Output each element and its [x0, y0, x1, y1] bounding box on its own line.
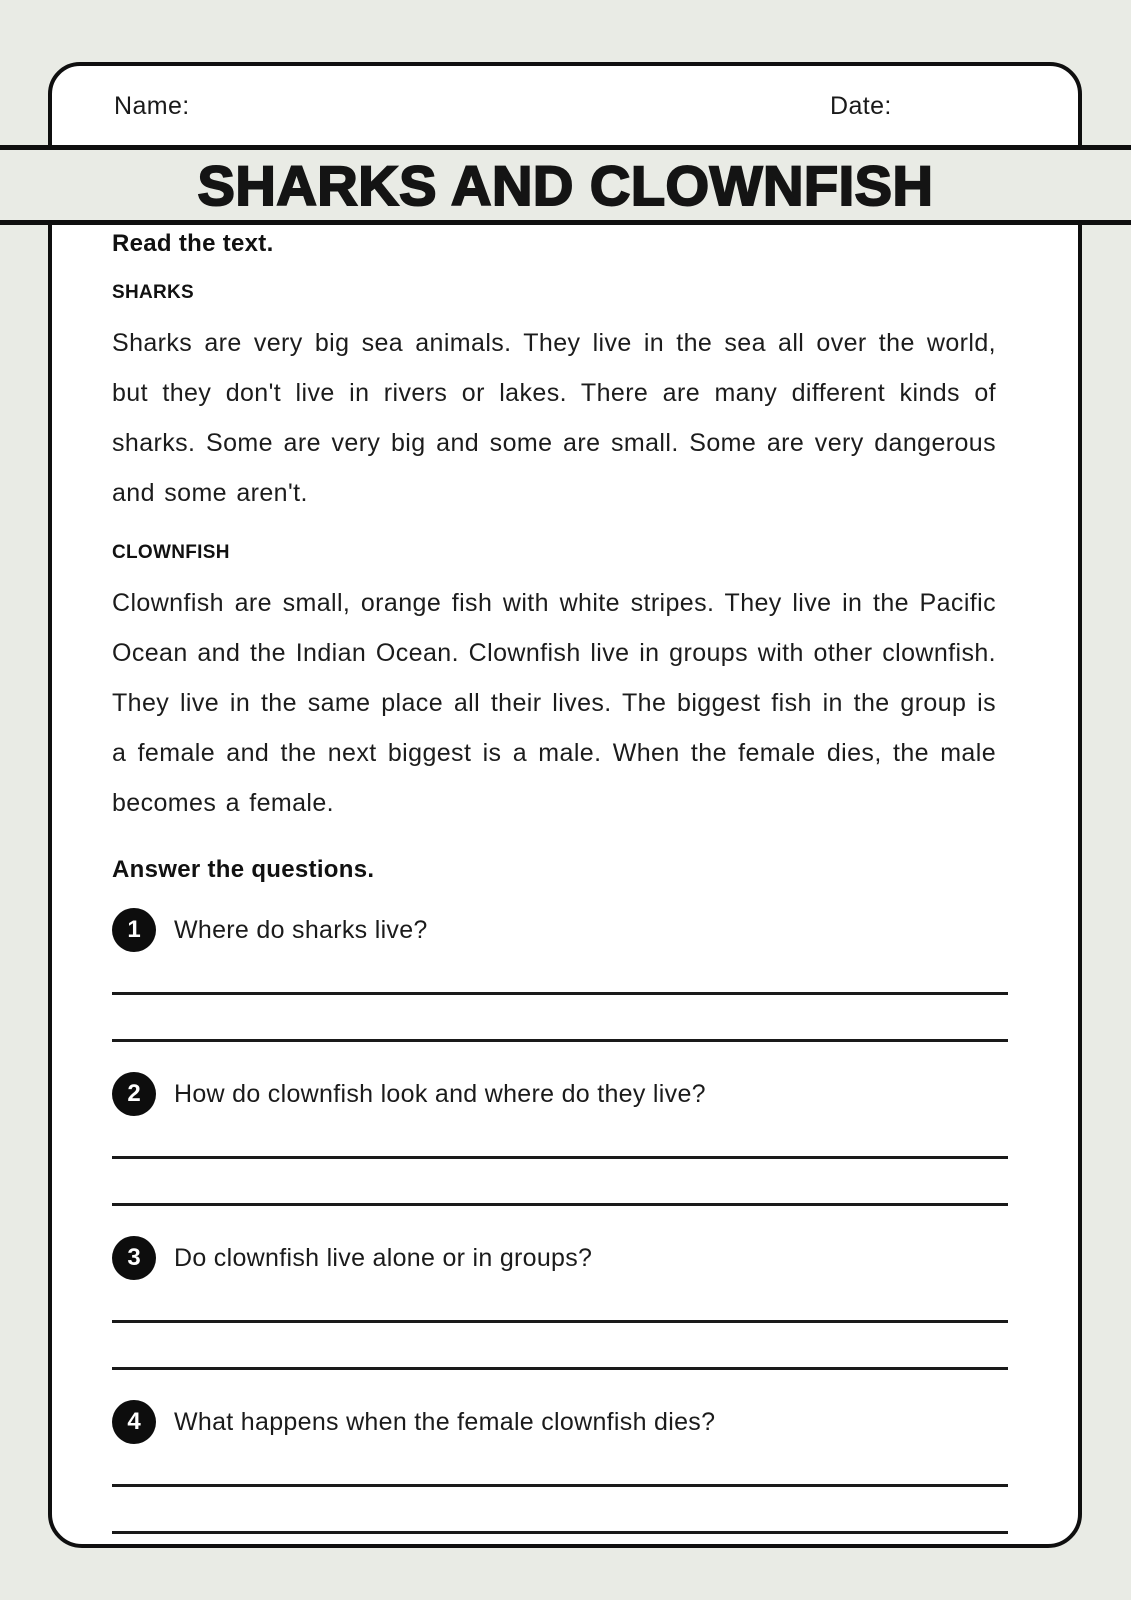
question-row-1: [112, 908, 1008, 952]
question-number-badge: 2: [112, 1072, 156, 1116]
answer-line[interactable]: [112, 1531, 1008, 1534]
answer-instruction: Answer the questions.: [112, 856, 375, 883]
passage-body-clownfish: Clownfish are small, orange fish with white stripes. They live in the Pacific Ocean and the Indian Ocean. Clownfish live in groups with other clownfish. They live in the same place all their lives. The biggest fish in the group is a female and the next biggest is a male. When the female dies, the male becomes a female.: [112, 589, 996, 817]
question-text: Where do sharks live?: [174, 915, 428, 944]
answer-line[interactable]: [112, 992, 1008, 995]
question-number-badge: 1: [112, 908, 156, 952]
answer-line[interactable]: [112, 1156, 1008, 1159]
date-field-row: [830, 92, 1060, 126]
answer-line[interactable]: [112, 1320, 1008, 1323]
question-row-2: [112, 1072, 1008, 1116]
date-label: Date:: [830, 92, 892, 120]
name-label: Name:: [114, 92, 190, 120]
worksheet-title: SHARKS AND CLOWNFISH: [197, 153, 934, 217]
question-row-4: [112, 1400, 1008, 1444]
question-number-badge: 4: [112, 1400, 156, 1444]
name-field-row: [114, 92, 734, 126]
answer-line[interactable]: [112, 1203, 1008, 1206]
question-text: How do clownfish look and where do they live?: [174, 1079, 706, 1108]
passage-heading-sharks: SHARKS: [112, 282, 195, 303]
question-row-3: [112, 1236, 1008, 1280]
worksheet-body: [48, 192, 1082, 1548]
answer-line[interactable]: [112, 1367, 1008, 1370]
answer-line[interactable]: [112, 1039, 1008, 1042]
title-band: [0, 145, 1131, 225]
passage-body-sharks: Sharks are very big sea animals. They live in the sea all over the world, but they don't live in rivers or lakes. There are many different kinds of sharks. Some are very big and some are small. Some are very dangerous and some aren't.: [112, 329, 996, 507]
passage-heading-clownfish: CLOWNFISH: [112, 542, 230, 563]
question-text: Do clownfish live alone or in groups?: [174, 1243, 593, 1272]
date-write-area[interactable]: [906, 92, 1060, 126]
answer-line[interactable]: [112, 1484, 1008, 1487]
question-number-badge: 3: [112, 1236, 156, 1280]
read-instruction: Read the text.: [112, 230, 274, 257]
name-write-area[interactable]: [204, 92, 734, 126]
question-text: What happens when the female clownfish dies?: [174, 1407, 716, 1436]
